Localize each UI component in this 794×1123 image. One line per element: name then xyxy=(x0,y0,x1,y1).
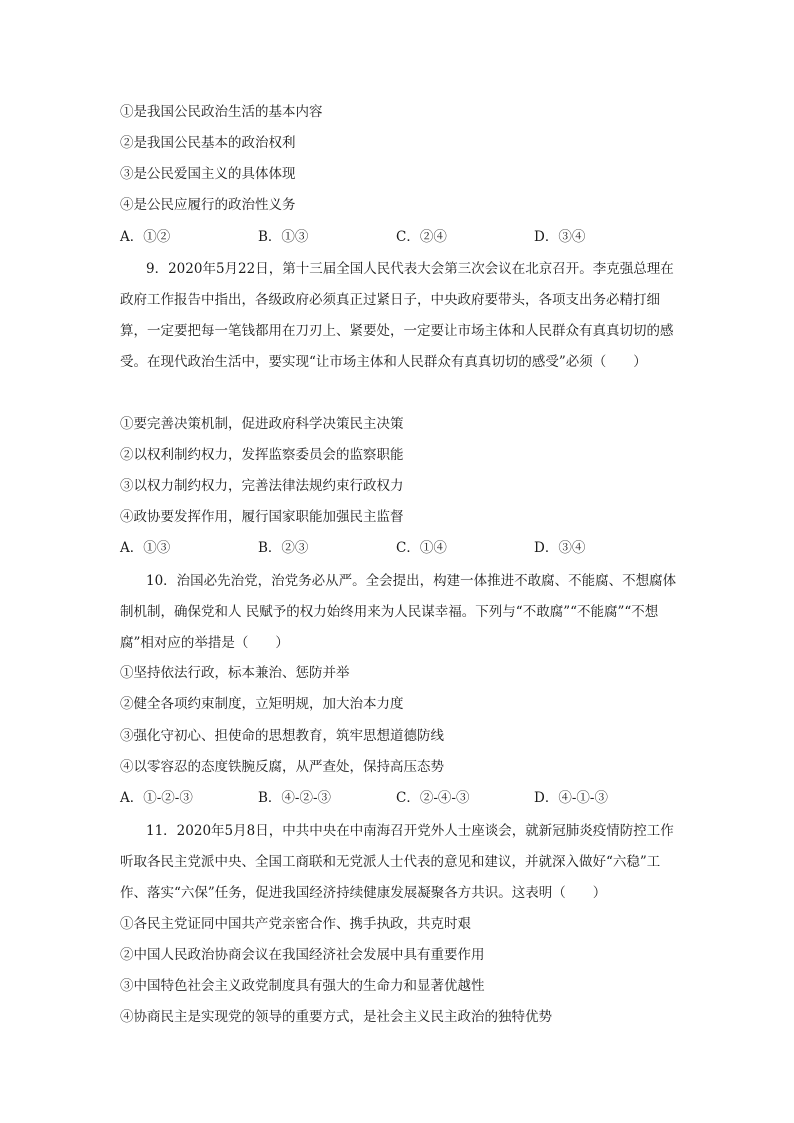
q8-option-a: A．①② xyxy=(120,229,171,245)
q11-item-1: ①各民主党证同中国共产党亲密合作、携手执政，共克时艰 xyxy=(120,916,471,932)
q11-item-2: ②中国人民政治协商会议在我国经济社会发展中具有重要作用 xyxy=(120,947,485,963)
q10-options xyxy=(120,788,680,808)
q8-item-1: ①是我国公民政治生活的基本内容 xyxy=(120,104,323,120)
q8-options xyxy=(120,227,680,247)
q10-option-c: C．②-④-③ xyxy=(396,790,470,806)
q11-item-3: ③中国特色社会主义政党制度具有强大的生命力和显著优越性 xyxy=(120,978,485,994)
q11-stem: 11．2020年5月8日，中共中央在中南海召开党外人士座谈会，就新冠肺炎疫情防控工作听取各民主党派中央、全国工商联和无党派人士代表的意见和建议，并就深入做好“六稳”工作、落实“六保”任务，促进我国经济持续健康发展凝聚各方共识。这表明（ ） xyxy=(120,823,674,901)
q10-item-1: ①坚持依法行政，标本兼治、惩防并举 xyxy=(120,665,350,681)
q10-stem: 10．治国必先治党，治党务必从严。全会提出，构建一体推进不敢腐、不能腐、不想腐体制机制，确保党和人 民赋予的权力始终用来为人民谋幸福。下列与“不敢腐”“不能腐”“不想腐”相对应的举措是（ ） xyxy=(120,573,677,651)
q9-option-a: A．①③ xyxy=(120,540,171,556)
q9-option-b: B．②③ xyxy=(258,540,309,556)
q9-options xyxy=(120,538,680,558)
q9-item-3: ③以权力制约权力，完善法律法规约束行政权力 xyxy=(120,478,404,494)
q8-item-4: ④是公民应履行的政治性义务 xyxy=(120,197,296,213)
q9-stem: 9．2020年5月22日，第十三届全国人民代表大会第三次会议在北京召开。李克强总理在政府工作报告中指出，各级政府必须真正过紧日子，中央政府要带头，各项支出务必精打细算，一定要把每一笔钱都用在刀刃上、紧要处，一定要让市场主体和人民群众有真真切切的感受。在现代政治生活中，要实现“让市场主体和人民群众有真真切切的感受”必须（ ） xyxy=(120,261,674,370)
q10-item-2: ②健全各项约束制度，立矩明规，加大治本力度 xyxy=(120,696,404,712)
q8-item-2: ②是我国公民基本的政治权利 xyxy=(120,135,296,151)
q9-item-1: ①要完善决策机制，促进政府科学决策民主决策 xyxy=(120,416,404,432)
q9-item-4: ④政协要发挥作用，履行国家职能加强民主监督 xyxy=(120,509,404,525)
q11-item-4: ④协商民主是实现党的领导的重要方式，是社会主义民主政治的独特优势 xyxy=(120,1009,552,1025)
q9-option-d: D．③④ xyxy=(534,540,586,556)
q10-option-d: D．④-①-③ xyxy=(534,790,608,806)
q8-item-3: ③是公民爱国主义的具体体现 xyxy=(120,166,296,182)
q10-item-4: ④以零容忍的态度铁腕反腐，从严查处，保持高压态势 xyxy=(120,759,444,775)
q10-item-3: ③强化守初心、担使命的思想教育，筑牢思想道德防线 xyxy=(120,728,444,744)
q8-option-d: D．③④ xyxy=(534,229,586,245)
q10-option-a: A．①-②-③ xyxy=(120,790,193,806)
q10-option-b: B．④-②-③ xyxy=(258,790,332,806)
q8-option-b: B．①③ xyxy=(258,229,309,245)
q9-option-c: C．①④ xyxy=(396,540,447,556)
q9-item-2: ②以权利制约权力，发挥监察委员会的监察职能 xyxy=(120,447,404,463)
q8-option-c: C．②④ xyxy=(396,229,447,245)
